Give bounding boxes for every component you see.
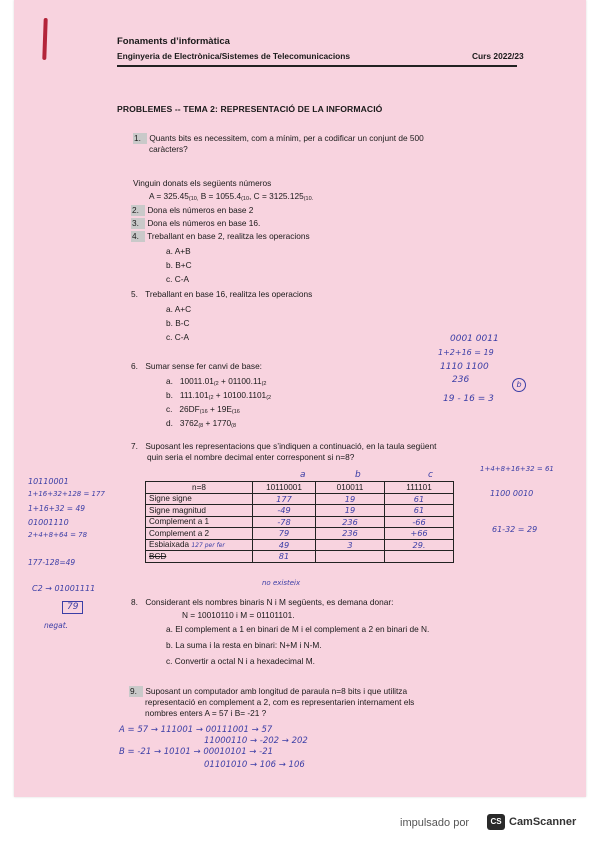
section-title: PROBLEMES -- TEMA 2: REPRESENTACIÓ DE LA INFORMACIÓ [117,104,383,114]
question-3: 3. Dona els números en base 16. [132,218,261,228]
course-title: Fonaments d’informàtica [117,36,230,47]
handwritten-note: A = 57 → 111001 → 00111001 → 57 [119,725,273,735]
question-6: 6. Sumar sense fer canvi de base: [131,361,262,371]
handwritten-note: 01001110 [28,518,69,527]
table-row: Complement a 1 -78 236 -66 [146,516,454,528]
column-label-a: a [300,470,306,480]
table-row: Signe magnitud -49 19 61 [146,505,454,517]
q8-item: a. El complement a 1 en binari de M i el complement a 2 en binari de N. [166,624,430,634]
table-header-cell: 10110001 [253,482,316,494]
handwritten-note: 19 - 16 = 3 [443,394,494,404]
question-8: 8. Considerant els nombres binaris N i M següents, es demana donar: [131,597,394,607]
handwritten-note: negat. [44,621,69,630]
course-year: Curs 2022/23 [472,51,524,61]
handwritten-note: 0001 0011 [450,334,499,344]
handwritten-note: 1110 1100 [440,362,489,372]
handwritten-note: 1+2+16 = 19 [438,348,494,357]
course-subtitle: Enginyeria de Electrònica/Sistemes de Telecomunicacions [117,51,351,61]
q5-item: a. A+C [166,304,192,314]
handwritten-note: B = -21 → 10101 → 00010101 → -21 [119,747,274,757]
handwritten-note: 2+4+8+64 = 78 [28,531,88,539]
question-number: 1. [133,133,147,144]
handwritten-note: 61-32 = 29 [492,525,538,534]
q5-item: c. C-A [166,332,190,342]
handwritten-note: 1100 0010 [490,489,534,498]
table-header-row [146,482,454,494]
camscanner-icon: CS [487,814,505,830]
q8-item: c. Convertir a octal N i a hexadecimal M. [166,656,315,666]
question-text: caràcters? [149,144,188,154]
q6-item-b: b. 111.101(2 + 10100.1101(2 [166,390,272,401]
column-label-b: b [355,470,361,480]
question-9: 9. Suposant un computador amb longitud de paraula n=8 bits i que utilitza representació en complement a 2, com es representarien internament els nombres enters A = 57 i B= -21 ? [130,686,415,718]
q6-item-d: d. 3762(8 + 1770(8 [166,418,237,429]
table-row: Esbiaixada 127 per fer 49 3 29. [146,539,454,551]
handwritten-note: b [512,378,526,392]
q5-item: b. B-C [166,318,190,328]
handwritten-note: no existeix [262,579,301,587]
footer-prefix: impulsado por [400,817,470,829]
table-header-cell: n=8 [146,482,253,494]
handwritten-note: C2 → 01001111 [32,584,96,593]
question-text: Quants bits es necessitem, com a mínim, per a codificar un conjunt de 500 [149,133,424,143]
footer-brand: CamScanner [509,816,577,828]
q6-item-a: a. 10011.01(2 + 01100.11(2 [166,376,267,387]
question-1 [133,133,513,155]
handwritten-note: 79 [62,601,83,614]
handwritten-note: 1+16+32+128 = 177 [28,490,105,498]
q6-item-c: c. 26DF(16 + 19E(16 [166,404,240,415]
q8-numbers: N = 10010110 i M = 01101101. [182,610,295,620]
handwritten-note: 01101010 → 106 → 106 [204,760,305,770]
q4-item: b. B+C [166,260,192,270]
question-5: 5. Treballant en base 16, realitza les operacions [131,289,313,299]
table-row: BCD 81 [146,551,454,563]
handwritten-note: 177-128=49 [28,558,76,567]
q8-item: b. La suma i la resta en binari: N+M i N-M. [166,640,322,650]
scanned-page [14,0,586,797]
given-intro: Vinguin donats els següents números [133,178,272,188]
question-7: 7. Suposant les representacions que s’indiquen a continuació, en la taula següent quin seria el nombre decimal enter corresponent si n=8? [131,441,437,462]
table-row: Complement a 2 79 236 +66 [146,528,454,540]
question-4: 4. Treballant en base 2, realitza les operacions [132,231,310,241]
column-label-c: c [428,470,433,480]
table-row: Signe signe 177 19 61 [146,493,454,505]
handwritten-note: 1+16+32 = 49 [28,504,86,513]
handwritten-note: 10110001 [28,477,69,486]
header-rule [117,65,517,67]
q4-item: c. C-A [166,274,190,284]
table-header-cell: 111101 [385,482,454,494]
given-numbers: A = 325.45(10, B = 1055.4(10, C = 3125.125(10. [149,191,314,202]
handwritten-note: 1+4+8+16+32 = 61 [480,465,554,473]
handwritten-note: 236 [452,375,470,385]
handwritten-note: 11000110 → -202 → 202 [204,736,308,746]
question-2: 2. Dona els números en base 2 [132,205,254,215]
table-header-cell: 010011 [316,482,385,494]
q4-item: a. A+B [166,246,191,256]
representation-table [145,481,454,563]
